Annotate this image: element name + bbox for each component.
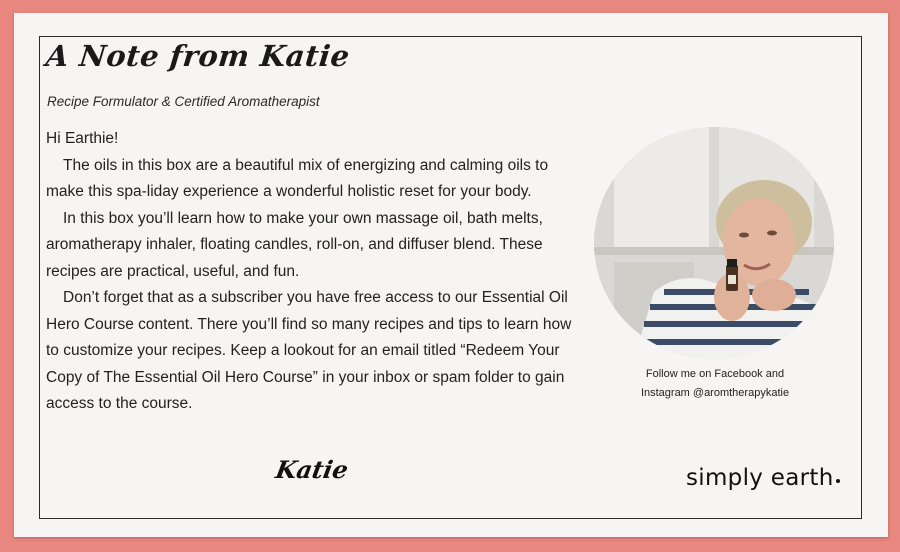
caption-line-1: Follow me on Facebook and: [645, 368, 785, 380]
paragraph-3: Don’t forget that as a subscriber you have free access to our Essential Oil Hero Course content. There you’ll find so many recipes and tips to learn how to customize your recipes. Keep a lookout for an email titled “Redeem Your Copy of The Essential Oil Hero Course” in your inbox or spam folder to gain access to the course.: [46, 289, 572, 412]
greeting: Hi Earthie!: [46, 130, 119, 147]
paragraph-1: The oils in this box are a beautiful mix of energizing and calming oils to make this spa-liday experience a wonderful holistic reset for your body.: [46, 156, 549, 200]
logo-dot-icon: [836, 479, 840, 483]
note-card: [14, 13, 888, 537]
caption-line-2: Instagram @aromtherapykatie: [640, 387, 790, 399]
brand-logo: [686, 465, 840, 491]
social-caption: [614, 365, 816, 403]
author-portrait-illustration: [594, 127, 834, 359]
signature: Katie: [273, 455, 351, 484]
note-subtitle: Recipe Formulator & Certified Aromatherapist: [47, 94, 320, 109]
note-body: [46, 126, 586, 418]
brand-logo-text: simply earth: [686, 465, 834, 491]
paragraph-2: In this box you’ll learn how to make your own massage oil, bath melts, aromatherapy inhaler, floating candles, roll-on, and diffuser blend. These recipes are practical, useful, and fun.: [46, 209, 543, 280]
author-photo: [594, 127, 834, 359]
note-title: A Note from Katie: [44, 39, 352, 73]
